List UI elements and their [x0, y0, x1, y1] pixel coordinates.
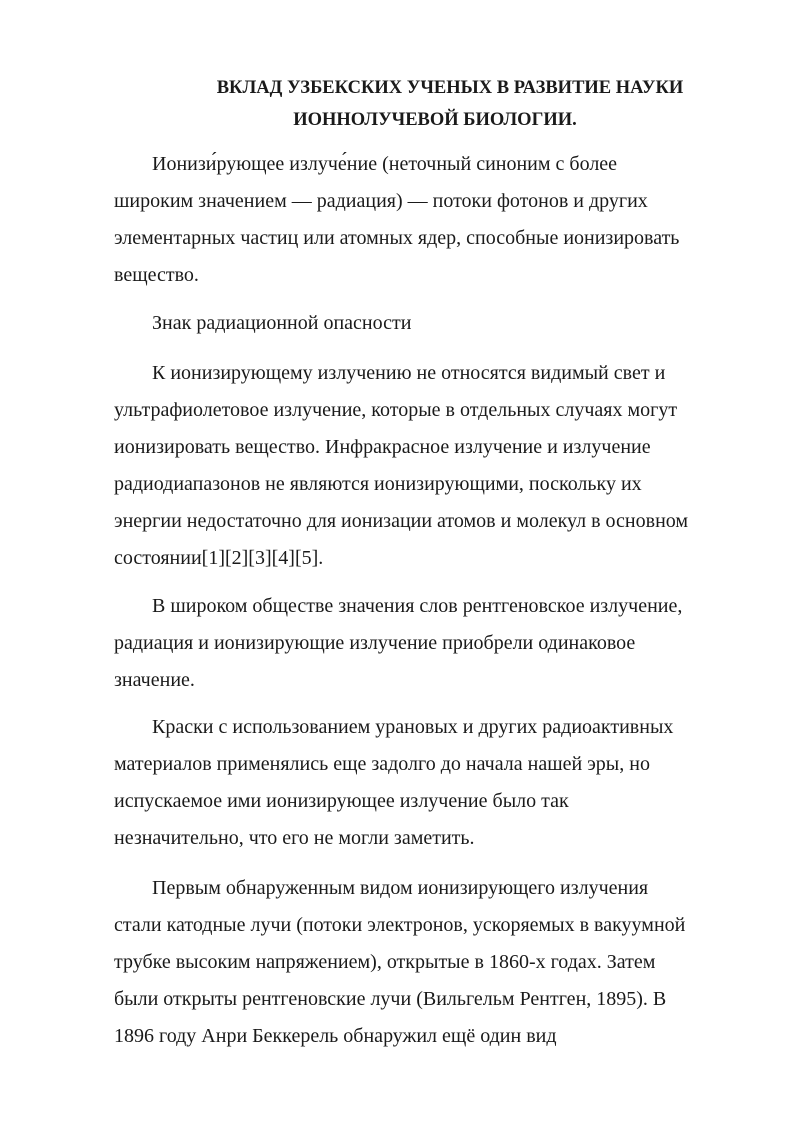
paragraph-discovery-history: Первым обнаруженным видом ионизирующего излучения стали катодные лучи (потоки электронов, ускоряемых в вакуумной трубке высоким напряжением), открытые в 1860-х годах. Затем были открыты рентгеновские лучи (Вильгельм Рентген, 1895). В 1896 году Анри Беккерель обнаружил ещё один вид [114, 877, 686, 1047]
paragraph-definition: Ионизи́рующее излуче́ние (неточный синоним с более широким значением — радиация) — потоки фотонов и других элементарных частиц или атомных ядер, способные ионизировать вещество. [114, 153, 680, 286]
document-title-line-1: ВКЛАД УЗБЕКСКИХ УЧЕНЫХ В РАЗВИТИЕ НАУКИ [216, 78, 684, 98]
paragraph-paints-history: Краски с использованием урановых и других радиоактивных материалов применялись еще задолго до начала нашей эры, но испускаемое ими ионизирующее излучение было так незначительно, что его не могли заметить. [114, 716, 674, 849]
paragraph-terminology: В широком обществе значения слов рентгеновское излучение, радиация и ионизирующие излучение приобрели одинаковое значение. [114, 595, 683, 691]
paragraph-non-ionizing: К ионизирующему излучению не относятся видимый свет и ультрафиолетовое излучение, которые в отдельных случаях могут ионизировать вещество. Инфракрасное излучение и излучение радиодиапазонов не являются ионизирующими, поскольку их энергии недостаточно для ионизации атомов и молекул в основном состоянии[1][2][3][4][5]. [114, 362, 689, 569]
paragraph-radiation-sign-caption: Знак радиационной опасности [152, 312, 412, 334]
document-title-line-2: ИОННОЛУЧЕВОЙ БИОЛОГИИ. [293, 110, 577, 130]
